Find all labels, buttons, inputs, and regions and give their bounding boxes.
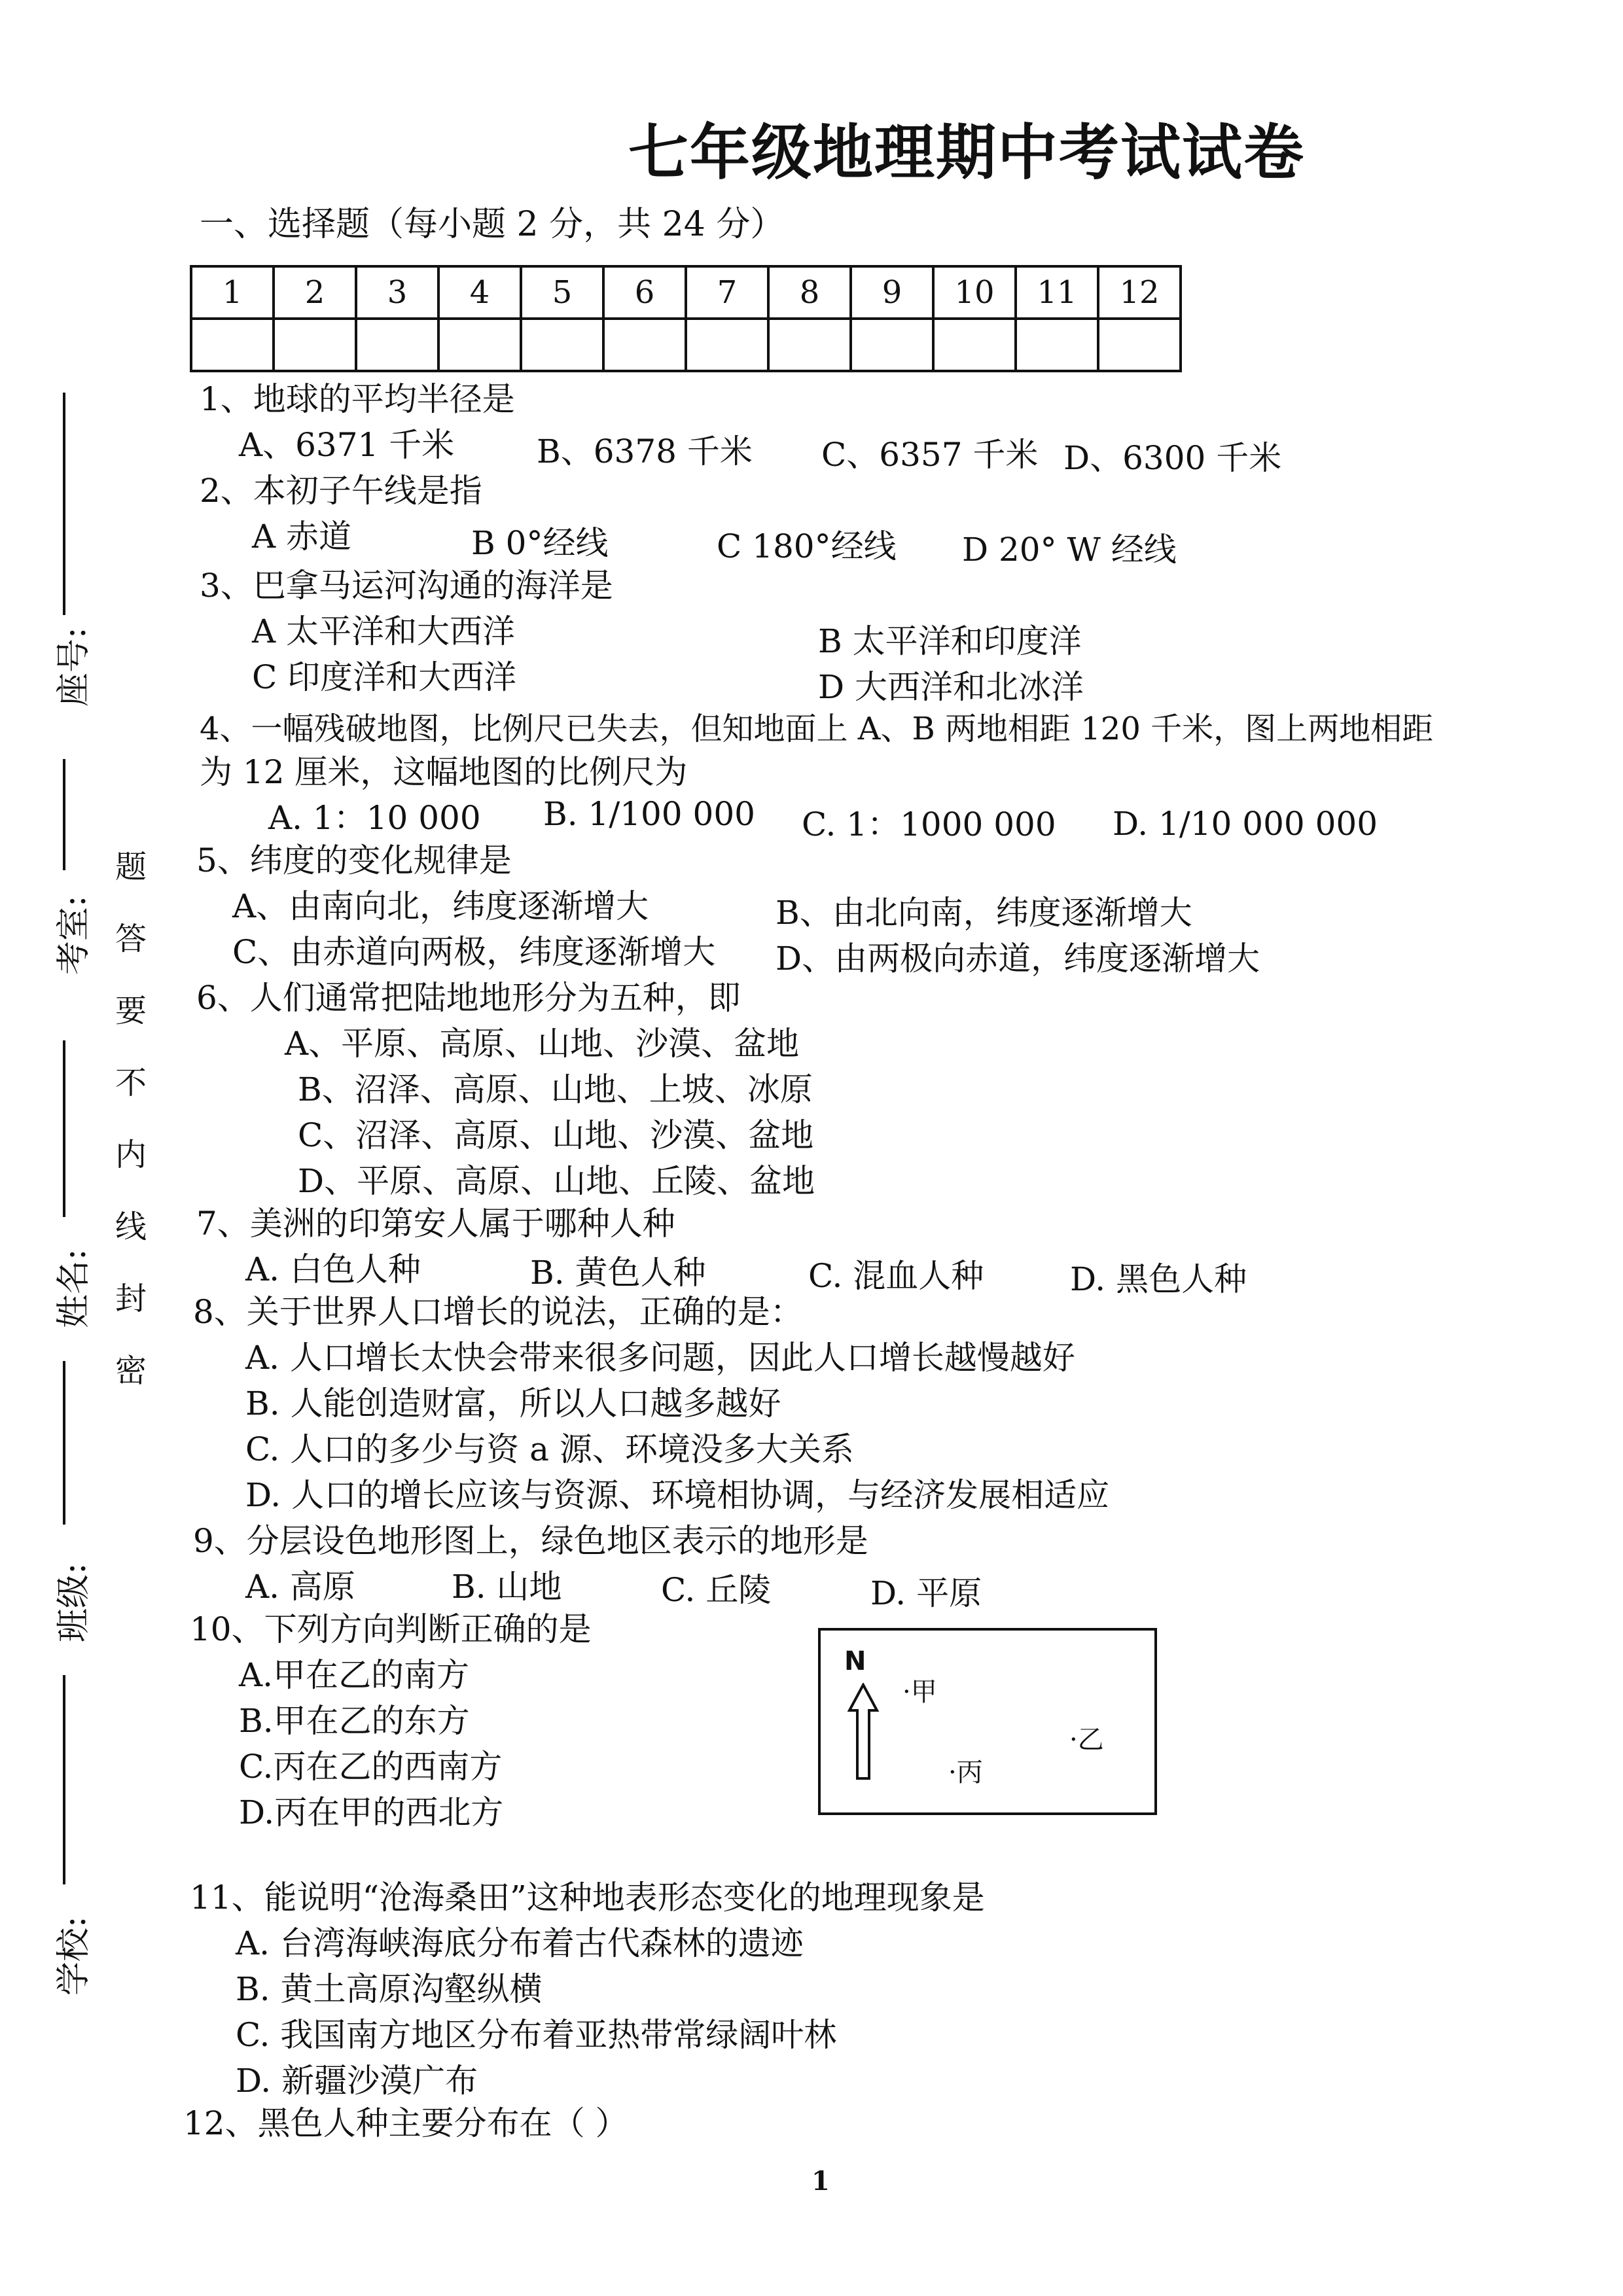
option-a[interactable]: A、6371 千米 <box>239 426 455 464</box>
question-stem: 7、美洲的印第安人属于哪种人种 <box>196 1205 675 1243</box>
answer-header-cell: 2 <box>274 266 356 319</box>
question-stem: 9、分层设色地形图上，绿色地区表示的地形是 <box>193 1522 868 1560</box>
north-label: N <box>844 1646 866 1676</box>
question-stem-continued: 为 12 厘米，这幅地图的比例尺为 <box>200 753 688 791</box>
name-label: 姓名: <box>54 1248 94 1328</box>
room-blank-line <box>63 759 65 870</box>
option-d[interactable]: D. 1/10 000 000 <box>1113 805 1378 843</box>
seal-char: 封 <box>115 1280 147 1317</box>
option-c[interactable]: C 180°经线 <box>717 527 897 565</box>
class-label: 班级: <box>54 1563 94 1642</box>
question-stem: 5、纬度的变化规律是 <box>196 841 512 879</box>
answer-blank-cell[interactable] <box>274 319 356 371</box>
option-c[interactable]: C、由赤道向两极，纬度逐渐增大 <box>232 933 716 971</box>
answer-blank-cell[interactable] <box>933 319 1016 371</box>
option-d[interactable]: D. 平原 <box>870 1574 982 1612</box>
option-b[interactable]: B. 人能创造财富，所以人口越多越好 <box>245 1385 781 1422</box>
option-a[interactable]: A 太平洋和大西洋 <box>252 612 516 650</box>
answer-header-cell: 8 <box>768 266 851 319</box>
answer-header-cell: 3 <box>356 266 438 319</box>
answer-blank-cell[interactable] <box>356 319 438 371</box>
option-d[interactable]: D、由两极向赤道，纬度逐渐增大 <box>776 940 1260 978</box>
answer-header-cell: 4 <box>438 266 521 319</box>
seat-blank-line <box>63 393 65 615</box>
seal-char: 不 <box>115 1065 147 1101</box>
option-a[interactable]: A. 台湾海峡海底分布着古代森林的遗迹 <box>236 1924 804 1962</box>
option-a[interactable]: A. 1：10 000 <box>268 799 481 837</box>
room-label: 考室: <box>54 895 94 975</box>
option-b[interactable]: B、6378 千米 <box>537 433 753 470</box>
answer-header-cell: 12 <box>1098 266 1181 319</box>
option-a[interactable]: A. 人口增长太快会带来很多问题，因此人口增长越慢越好 <box>245 1339 1075 1377</box>
answer-table <box>190 265 1182 372</box>
option-d[interactable]: D. 人口的增长应该与资源、环境相协调，与经济发展相适应 <box>245 1476 1110 1514</box>
direction-diagram <box>818 1628 1157 1815</box>
seal-char: 答 <box>115 921 147 957</box>
seal-char: 题 <box>115 849 147 885</box>
option-a[interactable]: A 赤道 <box>252 518 352 556</box>
page-title: 七年级地理期中考试试卷 <box>628 117 1306 188</box>
section-heading: 一、选择题（每小题 2 分，共 24 分） <box>200 205 785 244</box>
answer-header-cell: 6 <box>603 266 686 319</box>
answer-header-cell: 7 <box>686 266 768 319</box>
question-stem: 4、一幅残破地图，比例尺已失去，但知地面上 A、B 两地相距 120 千米，图上两地相距 <box>200 711 1434 747</box>
question-stem: 2、本初子午线是指 <box>200 472 482 510</box>
option-b[interactable]: B、由北向南，纬度逐渐增大 <box>776 894 1192 932</box>
seal-char: 密 <box>115 1352 147 1389</box>
option-c[interactable]: C. 我国南方地区分布着亚热带常绿阔叶林 <box>236 2016 837 2054</box>
option-b[interactable]: B 太平洋和印度洋 <box>818 622 1082 660</box>
answer-blank-cell[interactable] <box>851 319 933 371</box>
option-d[interactable]: D. 新疆沙漠广布 <box>236 2062 478 2100</box>
answer-blank-cell[interactable] <box>686 319 768 371</box>
answer-header-cell: 10 <box>933 266 1016 319</box>
school-label: 学校: <box>54 1916 94 1996</box>
class-blank-line <box>63 1361 65 1525</box>
answer-blank-cell[interactable] <box>438 319 521 371</box>
option-a[interactable]: A. 白色人种 <box>245 1250 421 1288</box>
option-b[interactable]: B. 山地 <box>452 1568 562 1606</box>
seat-label: 座号: <box>54 627 94 707</box>
option-d[interactable]: D. 黑色人种 <box>1070 1260 1247 1298</box>
question-stem: 1、地球的平均半径是 <box>200 380 515 418</box>
option-c[interactable]: C. 丘陵 <box>661 1571 772 1609</box>
point-yi: ·乙 <box>1069 1725 1104 1755</box>
point-jia: ·甲 <box>902 1677 937 1707</box>
north-arrow-icon <box>847 1683 880 1781</box>
answer-table-header-row <box>191 266 1181 319</box>
answer-header-cell: 5 <box>521 266 603 319</box>
answer-blank-cell[interactable] <box>603 319 686 371</box>
answer-blank-cell[interactable] <box>768 319 851 371</box>
question-stem: 8、关于世界人口增长的说法，正确的是： <box>193 1293 803 1331</box>
option-b[interactable]: B. 黄土高原沟壑纵横 <box>236 1970 543 2008</box>
option-c[interactable]: C.丙在乙的西南方 <box>239 1748 503 1786</box>
option-a[interactable]: A.甲在乙的南方 <box>239 1656 470 1694</box>
answer-header-cell: 9 <box>851 266 933 319</box>
option-c[interactable]: C、6357 千米 <box>821 436 1039 474</box>
option-d[interactable]: D、6300 千米 <box>1063 439 1282 477</box>
answer-table-blank-row <box>191 319 1181 371</box>
option-d[interactable]: D 20° W 经线 <box>962 531 1177 569</box>
option-a[interactable]: A. 高原 <box>245 1568 355 1606</box>
option-d[interactable]: D.丙在甲的西北方 <box>239 1793 504 1831</box>
answer-blank-cell[interactable] <box>1098 319 1181 371</box>
option-c[interactable]: C 印度洋和大西洋 <box>252 658 517 696</box>
option-b[interactable]: B. 1/100 000 <box>543 795 755 833</box>
option-c[interactable]: C、沼泽、高原、山地、沙漠、盆地 <box>298 1116 814 1154</box>
question-stem: 12、黑色人种主要分布在（ ） <box>183 2104 628 2142</box>
option-c[interactable]: C. 混血人种 <box>808 1257 984 1295</box>
answer-blank-cell[interactable] <box>1016 319 1098 371</box>
name-blank-line <box>63 1040 65 1217</box>
option-c[interactable]: C. 人口的多少与资 a 源、环境没多大关系 <box>245 1430 854 1468</box>
point-bing: ·丙 <box>948 1757 983 1788</box>
answer-header-cell: 1 <box>191 266 274 319</box>
question-stem: 3、巴拿马运河沟通的海洋是 <box>200 567 613 605</box>
page-number: 1 <box>812 2166 830 2197</box>
option-b[interactable]: B.甲在乙的东方 <box>239 1702 470 1740</box>
question-stem: 11、能说明“沧海桑田”这种地表形态变化的地理现象是 <box>190 1879 985 1916</box>
seal-char: 内 <box>115 1137 147 1173</box>
option-b[interactable]: B、沼泽、高原、山地、上坡、冰原 <box>298 1070 813 1108</box>
option-b[interactable]: B. 黄色人种 <box>530 1254 706 1292</box>
option-b[interactable]: B 0°经线 <box>471 524 609 562</box>
school-blank-line <box>63 1675 65 1884</box>
seal-char: 要 <box>115 993 147 1029</box>
answer-blank-cell[interactable] <box>191 319 274 371</box>
option-a[interactable]: A、平原、高原、山地、沙漠、盆地 <box>285 1025 800 1063</box>
answer-blank-cell[interactable] <box>521 319 603 371</box>
question-stem: 6、人们通常把陆地地形分为五种，即 <box>196 979 741 1017</box>
question-stem: 10、下列方向判断正确的是 <box>190 1610 592 1648</box>
option-d[interactable]: D、平原、高原、山地、丘陵、盆地 <box>298 1162 815 1200</box>
option-a[interactable]: A、由南向北，纬度逐渐增大 <box>232 887 649 925</box>
option-d[interactable]: D 大西洋和北冰洋 <box>818 668 1084 706</box>
option-c[interactable]: C. 1：1000 000 <box>802 805 1056 843</box>
answer-header-cell: 11 <box>1016 266 1098 319</box>
seal-char: 线 <box>115 1209 147 1245</box>
